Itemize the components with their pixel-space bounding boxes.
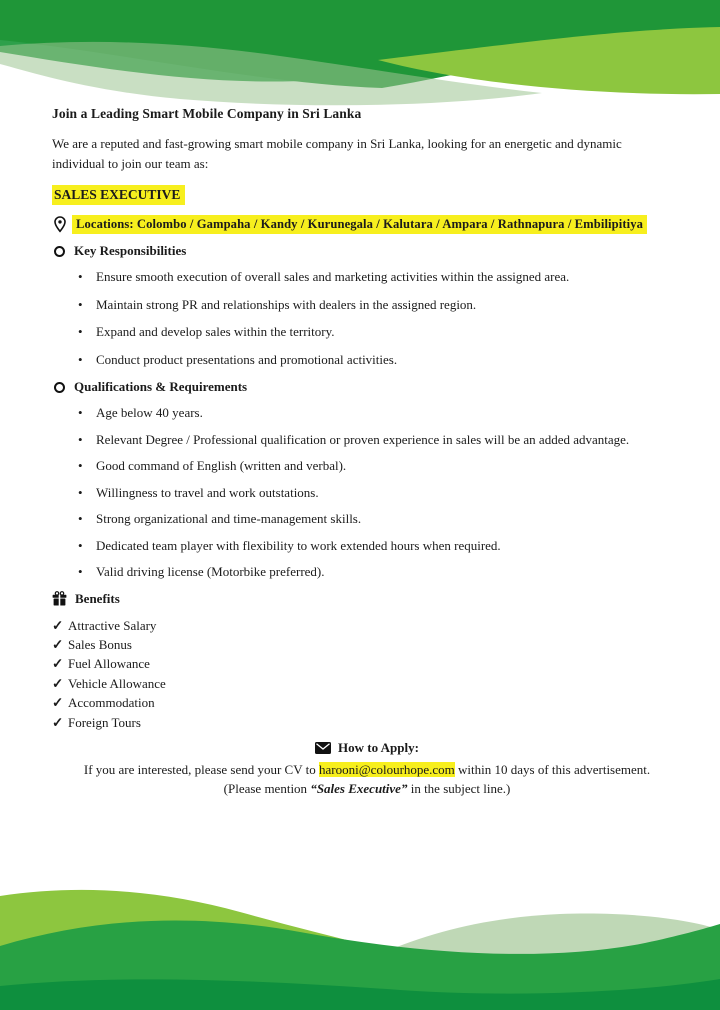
list-item-text: Dedicated team player with flexibility to work extended hours when required. bbox=[96, 537, 501, 553]
top-wave-decoration bbox=[0, 0, 720, 112]
list-item bbox=[52, 432, 682, 447]
list-item-text: Conduct product presentations and promotional activities. bbox=[96, 351, 398, 367]
benefit-item bbox=[52, 674, 682, 693]
list-item-text: Good command of English (written and verbal). bbox=[96, 458, 347, 473]
list-item bbox=[52, 511, 682, 526]
list-item bbox=[52, 324, 682, 339]
apply-text-suffix: within 10 days of this advertisement. bbox=[454, 761, 651, 777]
benefits-heading: Benefits bbox=[75, 590, 120, 606]
benefit-item bbox=[52, 616, 682, 635]
subject-note-suffix: in the subject line.) bbox=[407, 780, 511, 796]
bullet-icon: • bbox=[78, 431, 83, 447]
bullet-icon: • bbox=[78, 405, 83, 420]
subject-note-prefix: (Please mention bbox=[223, 780, 311, 796]
benefit-item bbox=[52, 713, 682, 732]
benefits-list bbox=[52, 616, 682, 732]
list-item bbox=[52, 352, 682, 367]
benefit-text: Fuel Allowance bbox=[68, 656, 150, 672]
location-pin-icon bbox=[54, 216, 66, 233]
responsibilities-heading: Key Responsibilities bbox=[74, 243, 187, 258]
list-item bbox=[52, 405, 682, 420]
bullet-icon: • bbox=[78, 351, 83, 367]
list-item bbox=[52, 269, 682, 284]
responsibilities-list bbox=[52, 269, 682, 367]
bullet-icon: • bbox=[78, 537, 83, 553]
qualifications-heading: Qualifications & Requirements bbox=[74, 379, 248, 394]
list-item bbox=[52, 538, 682, 553]
benefit-text: Accommodation bbox=[68, 695, 155, 711]
list-item-text: Relevant Degree / Professional qualification or proven experience in sales will be an added advantage. bbox=[96, 431, 630, 447]
list-item bbox=[52, 485, 682, 500]
qualifications-list bbox=[52, 405, 682, 579]
list-item-text: Ensure smooth execution of overall sales and marketing activities within the assigned area. bbox=[96, 269, 570, 284]
list-item-text: Valid driving license (Motorbike preferred). bbox=[96, 564, 325, 579]
apply-line-1 bbox=[52, 760, 682, 779]
list-item-text: Age below 40 years. bbox=[96, 405, 203, 420]
bullet-icon: • bbox=[78, 564, 83, 579]
list-item-text: Maintain strong PR and relationships with dealers in the assigned region. bbox=[96, 296, 477, 312]
benefit-text: Sales Bonus bbox=[68, 636, 132, 652]
bullet-icon: • bbox=[78, 324, 83, 339]
email-envelope-icon bbox=[315, 742, 331, 754]
benefit-text: Foreign Tours bbox=[68, 714, 141, 730]
gift-icon bbox=[52, 591, 67, 606]
check-icon: ✓ bbox=[52, 675, 64, 691]
apply-email[interactable]: harooni@colourhope.com bbox=[319, 761, 455, 777]
check-icon: ✓ bbox=[52, 656, 64, 672]
list-item-text: Strong organizational and time-management skills. bbox=[96, 511, 362, 526]
bullet-icon: • bbox=[78, 269, 83, 284]
check-icon: ✓ bbox=[52, 695, 64, 711]
apply-heading-row bbox=[315, 740, 419, 756]
apply-line-2 bbox=[52, 779, 682, 798]
locations-text: Locations: Colombo / Gampaha / Kandy / Kurunegala / Kalutara / Ampara / Rathnapura / Embilipitiya bbox=[72, 215, 647, 234]
benefit-text: Attractive Salary bbox=[68, 617, 157, 633]
benefit-item bbox=[52, 693, 682, 712]
benefit-item bbox=[52, 654, 682, 673]
bullet-icon: • bbox=[78, 484, 83, 500]
job-title-highlight: SALES EXECUTIVE bbox=[52, 185, 185, 205]
list-item bbox=[52, 564, 682, 579]
job-title-row bbox=[52, 185, 682, 205]
subject-note-emphasis: “Sales Executive” bbox=[310, 780, 408, 796]
responsibilities-heading-row bbox=[52, 243, 682, 259]
list-item bbox=[52, 458, 682, 473]
ring-bullet-icon bbox=[54, 246, 65, 257]
apply-heading: How to Apply: bbox=[338, 739, 419, 755]
page-title: Join a Leading Smart Mobile Company in Sri Lanka bbox=[52, 106, 362, 121]
locations-row bbox=[52, 215, 682, 234]
benefits-heading-row bbox=[52, 591, 682, 607]
bottom-wave-decoration bbox=[0, 882, 720, 1010]
ring-bullet-icon bbox=[54, 382, 65, 393]
list-item-text: Expand and develop sales within the territory. bbox=[96, 324, 335, 339]
check-icon: ✓ bbox=[52, 714, 64, 730]
apply-section bbox=[52, 740, 682, 798]
list-item-text: Willingness to travel and work outstations. bbox=[96, 484, 319, 500]
bullet-icon: • bbox=[78, 296, 83, 312]
check-icon: ✓ bbox=[52, 617, 64, 633]
intro-paragraph: We are a reputed and fast-growing smart mobile company in Sri Lanka, looking for an energetic and dynamic individual to join our team as: bbox=[52, 136, 622, 171]
bullet-icon: • bbox=[78, 458, 83, 473]
apply-text-prefix: If you are interested, please send your CV to bbox=[83, 761, 319, 777]
document-body bbox=[52, 106, 682, 798]
check-icon: ✓ bbox=[52, 636, 64, 652]
benefit-text: Vehicle Allowance bbox=[68, 675, 166, 691]
bullet-icon: • bbox=[78, 511, 83, 526]
qualifications-heading-row bbox=[52, 379, 682, 395]
list-item bbox=[52, 297, 682, 312]
benefit-item bbox=[52, 635, 682, 654]
